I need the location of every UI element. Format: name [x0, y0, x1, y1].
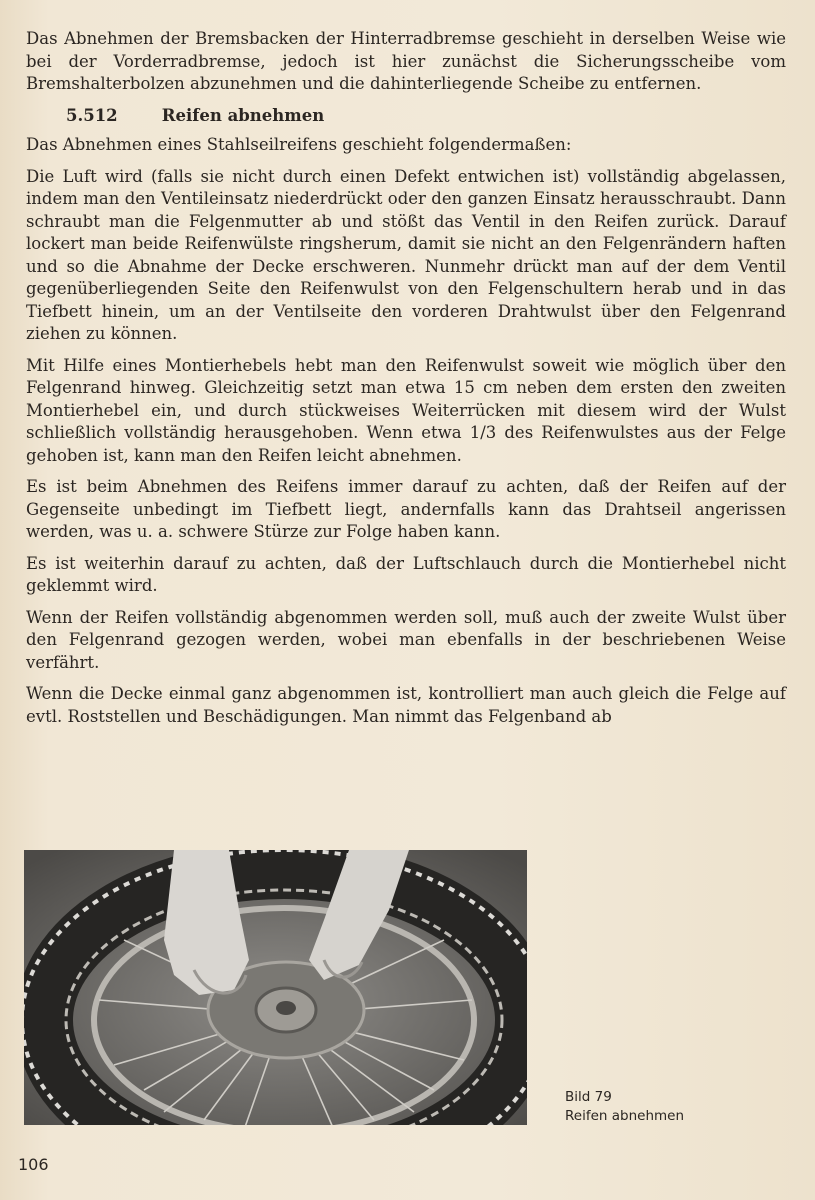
paragraph-lever: Mit Hilfe eines Montierhebels hebt man den Reifenwulst soweit wie möglich über den Felgenrand hinweg. Gleichzeitig setzt man etwa 15 cm neben dem ersten den zweiten Montierhebel ein, und durch stückweises Weiterrücken mit diesem wird der Wulst schließlich vollständig herausgehoben. Wenn etwa 1/3 des Reifenwulstes aus der Felge gehoben ist, kann man den Reifen leicht abnehmen.	[26, 355, 786, 465]
paragraph-rim-check: Wenn die Decke einmal ganz abgenommen ist, kontrolliert man auch gleich die Felge auf evtl. Roststellen und Beschädigungen. Man nimmt das Felgenband ab	[26, 684, 786, 726]
figure-label: Bild 79	[565, 1089, 612, 1105]
paragraph-brake-shoes: Das Abnehmen der Bremsbacken der Hinterradbremse geschieht in derselben Weise wie bei der Vorderradbremse, jedoch ist hier zunächst die Sicherungsscheibe vom Bremshalterbolzen abzunehmen und die dahinterliegende Scheibe zu entfernen.	[26, 29, 786, 93]
paragraph-second-bead: Wenn der Reifen vollständig abgenommen werden soll, muß auch der zweite Wulst über den Felgenrand gezogen werden, wobei man ebenfalls in der beschriebenen Weise verfährt.	[26, 607, 786, 672]
wheel-photo-illustration	[24, 850, 527, 1125]
photo-tire-removal	[24, 850, 527, 1125]
figure-caption-text: Reifen abnehmen	[565, 1108, 685, 1124]
section-heading	[26, 105, 786, 128]
paragraph-deflate: Die Luft wird (falls sie nicht durch einen Defekt entwichen ist) vollständig abgelassen, indem man den Ventileinsatz niederdrückt oder den ganzen Einsatz herausschraubt. Dann schraubt man die Felgenmutter ab und stößt das Ventil in den Reifen zurück. Darauf lockert man beide Reifenwülste ringsherum, damit sie nicht an den Felgenrändern haften und so die Abnahme der Decke erschweren. Nunmehr drückt man auf der dem Ventil gegenüberliegenden Seite den Reifenwulst von den Felgenschultern herab und in das Tiefbett hinein, um an der Ventilseite den vorderen Drahtwulst über den Felgenrand ziehen zu können.	[26, 166, 786, 343]
section-title: Reifen abnehmen	[161, 105, 325, 125]
section-number: 5.512	[66, 105, 118, 125]
figure-caption	[565, 1088, 684, 1126]
paragraph-warning-tube: Es ist weiterhin darauf zu achten, daß der Luftschlauch durch die Montierhebel nicht geklemmt wird.	[26, 553, 786, 595]
text-column	[26, 28, 786, 737]
page-number: 106	[18, 1155, 49, 1174]
paragraph-intro: Das Abnehmen eines Stahlseilreifens geschieht folgendermaßen:	[26, 135, 572, 154]
paragraph-warning-drop-center: Es ist beim Abnehmen des Reifens immer darauf zu achten, daß der Reifen auf der Gegenseite unbedingt im Tiefbett liegt, andernfalls kann das Drahtseil angerissen werden, was u. a. schwere Stürze zur Folge haben kann.	[26, 477, 786, 541]
